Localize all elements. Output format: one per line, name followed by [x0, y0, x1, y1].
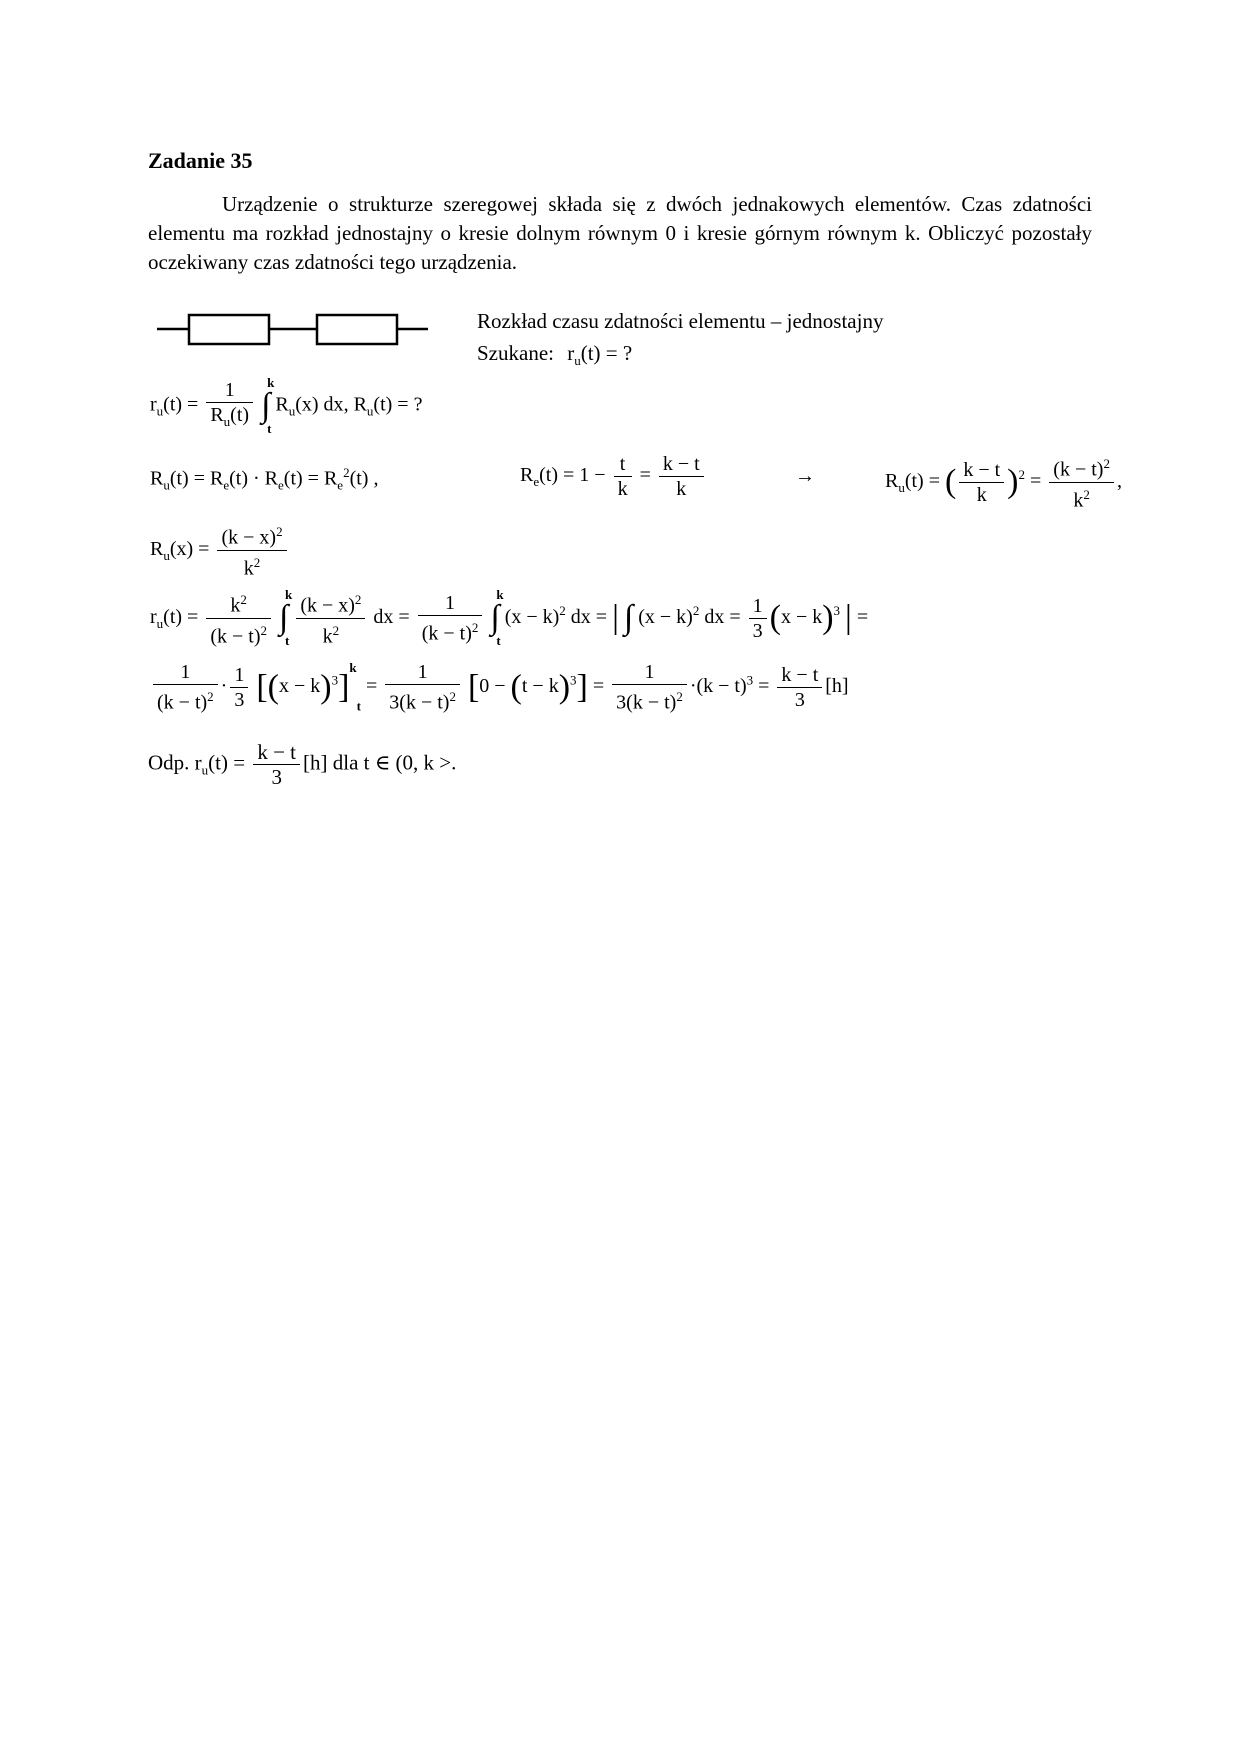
answer-label: Odp.	[148, 750, 190, 775]
sought-info	[477, 341, 632, 369]
equation-residual-life-definition: $r_u(t)$ = $\frac{1}{R_u(t)}$ ∫ k t $R_u(x)$ dx, $R_u(t)$ = ?	[150, 375, 423, 436]
task-description-text: Urządzenie o strukturze szeregowej składa się z dwóch jednakowych elementów. Czas zdatności elementu ma rozkład jednostajny o kresie dolnym równym 0 i kresie górnym równym k. Obliczyć pozostały oczekiwany czas zdatności tego urządzenia.	[148, 192, 1092, 274]
series-system-diagram	[155, 308, 430, 350]
answer-line: Odp. $r_u(t)$ = $\frac{k - t}{3}$ [h] dla t ∈ (0, k >.	[148, 740, 457, 789]
equation-system-reliability: $R_u(t)$ = ( $\frac{k - t}{k}$ )$^2$ = $\frac{(k - t)^2}{k^2}$ ,	[885, 452, 1122, 512]
equation-element-reliability: $R_e(t) = 1$ − $\frac{t}{k}$ = $\frac{k - t}{k}$	[520, 452, 707, 501]
equation-integral-evaluation: $\frac{1}{(k - t)^2}$ · $\frac{1}{3}$ $[(x - k)^3]^kt$ = $\frac{1}{3(k - t)^2}$ $[0 - (t - k)^3]$ = $\frac{1}{3(k - t)^2}$ $\cdot(k - t)^3$ = $\frac{k - t}{3}$ [h]	[150, 660, 849, 715]
distribution-info: Rozkład czasu zdatności elementu – jednostajny	[477, 309, 884, 333]
equation-integral-setup: $r_u(t)$ = $\frac{k^2}{(k - t)^2}$ ∫ k t $\frac{(k - x)^2}{k^2}$ dx = $\frac{1}{(k - t)^2}$ ∫ k t $(x - k)^2$ dx = | ∫ $(x - k)^2$ dx = $\frac{1}{3}$ $(x - k)^3$ | =	[150, 587, 869, 649]
element-box-1	[189, 315, 269, 344]
sought-label: Szukane:	[477, 341, 554, 365]
task-title: Zadanie 35	[148, 148, 253, 173]
element-box-2	[317, 315, 397, 344]
answer-tail: [h] dla t ∈ (0, k >.	[303, 750, 457, 775]
equation-reliability-series: $R_u(t) = R_e(t) \cdot R_e(t) = R_e^2(t)$ ,	[150, 465, 379, 493]
task-description	[148, 190, 1092, 277]
equation-reliability-of-x: $R_u(x)$ = $\frac{(k - x)^2}{k^2}$	[150, 520, 290, 580]
sought-symbol: $r_u(t)$ = ?	[567, 341, 633, 369]
arrow-implies: →	[795, 465, 815, 487]
